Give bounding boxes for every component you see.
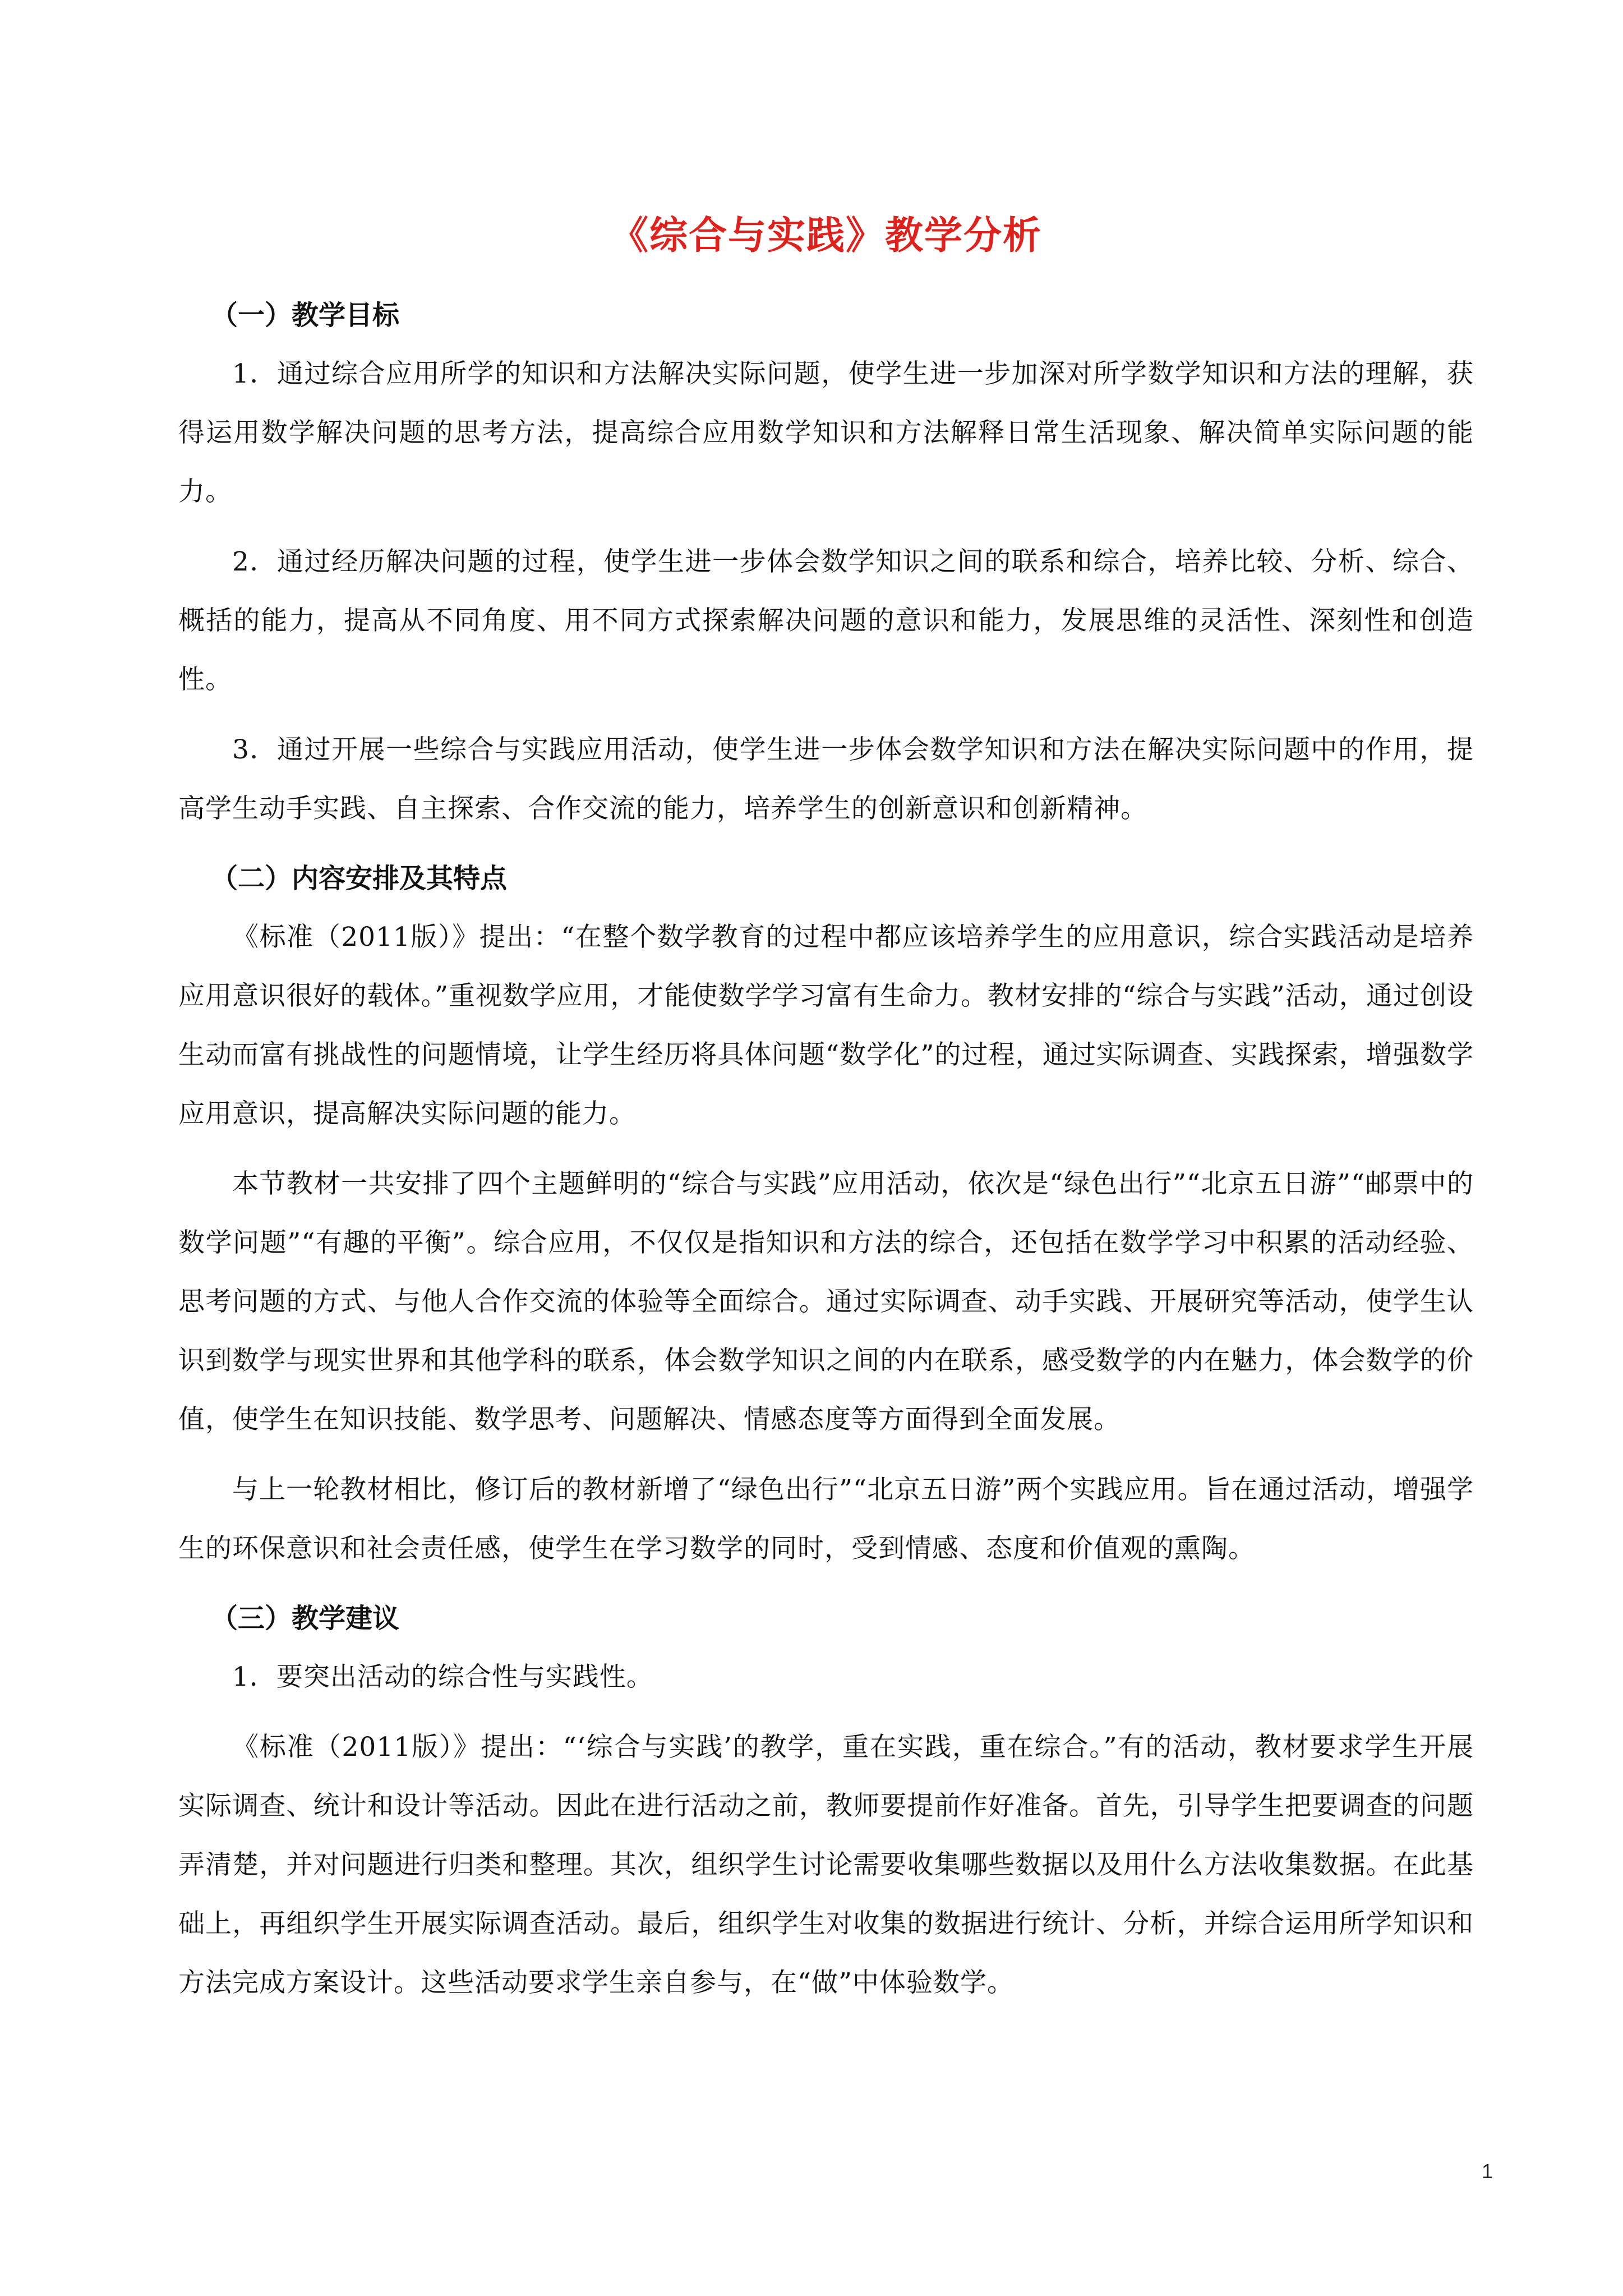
paragraph: 与上一轮教材相比，修订后的教材新增了“绿色出行”“北京五日游”两个实践应用。旨在通过活动，增强学生的环保意识和社会责任感，使学生在学习数学的同时，受到情感、态度和价值观的熏陶。 — [178, 1474, 1474, 1564]
paragraph: 3．通过开展一些综合与实践应用活动，使学生进一步体会数学知识和方法在解决实际问题中的作用，提高学生动手实践、自主探索、合作交流的能力，培养学生的创新意识和创新精神。 — [178, 734, 1474, 824]
document-body — [178, 208, 1474, 2023]
section-content-arrangement — [178, 849, 1474, 1578]
paragraph: 1．通过综合应用所学的知识和方法解决实际问题，使学生进一步加深对所学数学知识和方法的理解，获得运用数学解决问题的思考方法，提高综合应用数学知识和方法解释日常生活现象、解决简单实际问题的能力。 — [178, 358, 1474, 507]
paragraph: 1．要突出活动的综合性与实践性。 — [232, 1662, 653, 1692]
section-heading: （三）教学建议 — [211, 1603, 400, 1634]
section-teaching-goals — [178, 286, 1474, 838]
section-heading: （二）内容安排及其特点 — [211, 863, 508, 894]
paragraph: 《标准（2011版）》提出：“在整个数学教育的过程中都应该培养学生的应用意识，综合实践活动是培养应用意识很好的载体。”重视数学应用，才能使数学学习富有生命力。教材安排的“综合与实践”活动，通过创设生动而富有挑战性的问题情境，让学生经历将具体问题“数学化”的过程，通过实际调查、实践探索，增强数学应用意识，提高解决实际问题的能力。 — [178, 922, 1474, 1129]
paragraph: 《标准（2011版）》提出：“‘综合与实践’的教学，重在实践，重在综合。”有的活动，教材要求学生开展实际调查、统计和设计等活动。因此在进行活动之前，教师要提前作好准备。首先，引导学生把要调查的问题弄清楚，并对问题进行归类和整理。其次，组织学生讨论需要收集哪些数据以及用什么方法收集数据。在此基础上，再组织学生开展实际调查活动。最后，组织学生对收集的数据进行统计、分析，并综合运用所学知识和方法完成方案设计。这些活动要求学生亲自参与，在“做”中体验数学。 — [178, 1732, 1474, 1998]
page-number: 1 — [1481, 2160, 1493, 2183]
section-heading: （一）教学目标 — [211, 300, 400, 331]
paragraph: 2．通过经历解决问题的过程，使学生进一步体会数学知识之间的联系和综合，培养比较、分析、综合、概括的能力，提高从不同角度、用不同方式探索解决问题的意识和能力，发展思维的灵活性、深刻性和创造性。 — [178, 546, 1474, 695]
paragraph: 本节教材一共安排了四个主题鲜明的“综合与实践”应用活动，依次是“绿色出行”“北京五日游”“邮票中的数学问题”“有趣的平衡”。综合应用，不仅仅是指知识和方法的综合，还包括在数学学习中积累的活动经验、思考问题的方式、与他人合作交流的体验等全面综合。通过实际调查、动手实践、开展研究等活动，使学生认识到数学与现实世界和其他学科的联系，体会数学知识之间的内在联系，感受数学的内在魅力，体会数学的价值，使学生在知识技能、数学思考、问题解决、情感态度等方面得到全面发展。 — [178, 1168, 1474, 1435]
document-title: 《综合与实践》教学分析 — [610, 213, 1042, 258]
section-teaching-suggestions — [178, 1589, 1474, 2012]
